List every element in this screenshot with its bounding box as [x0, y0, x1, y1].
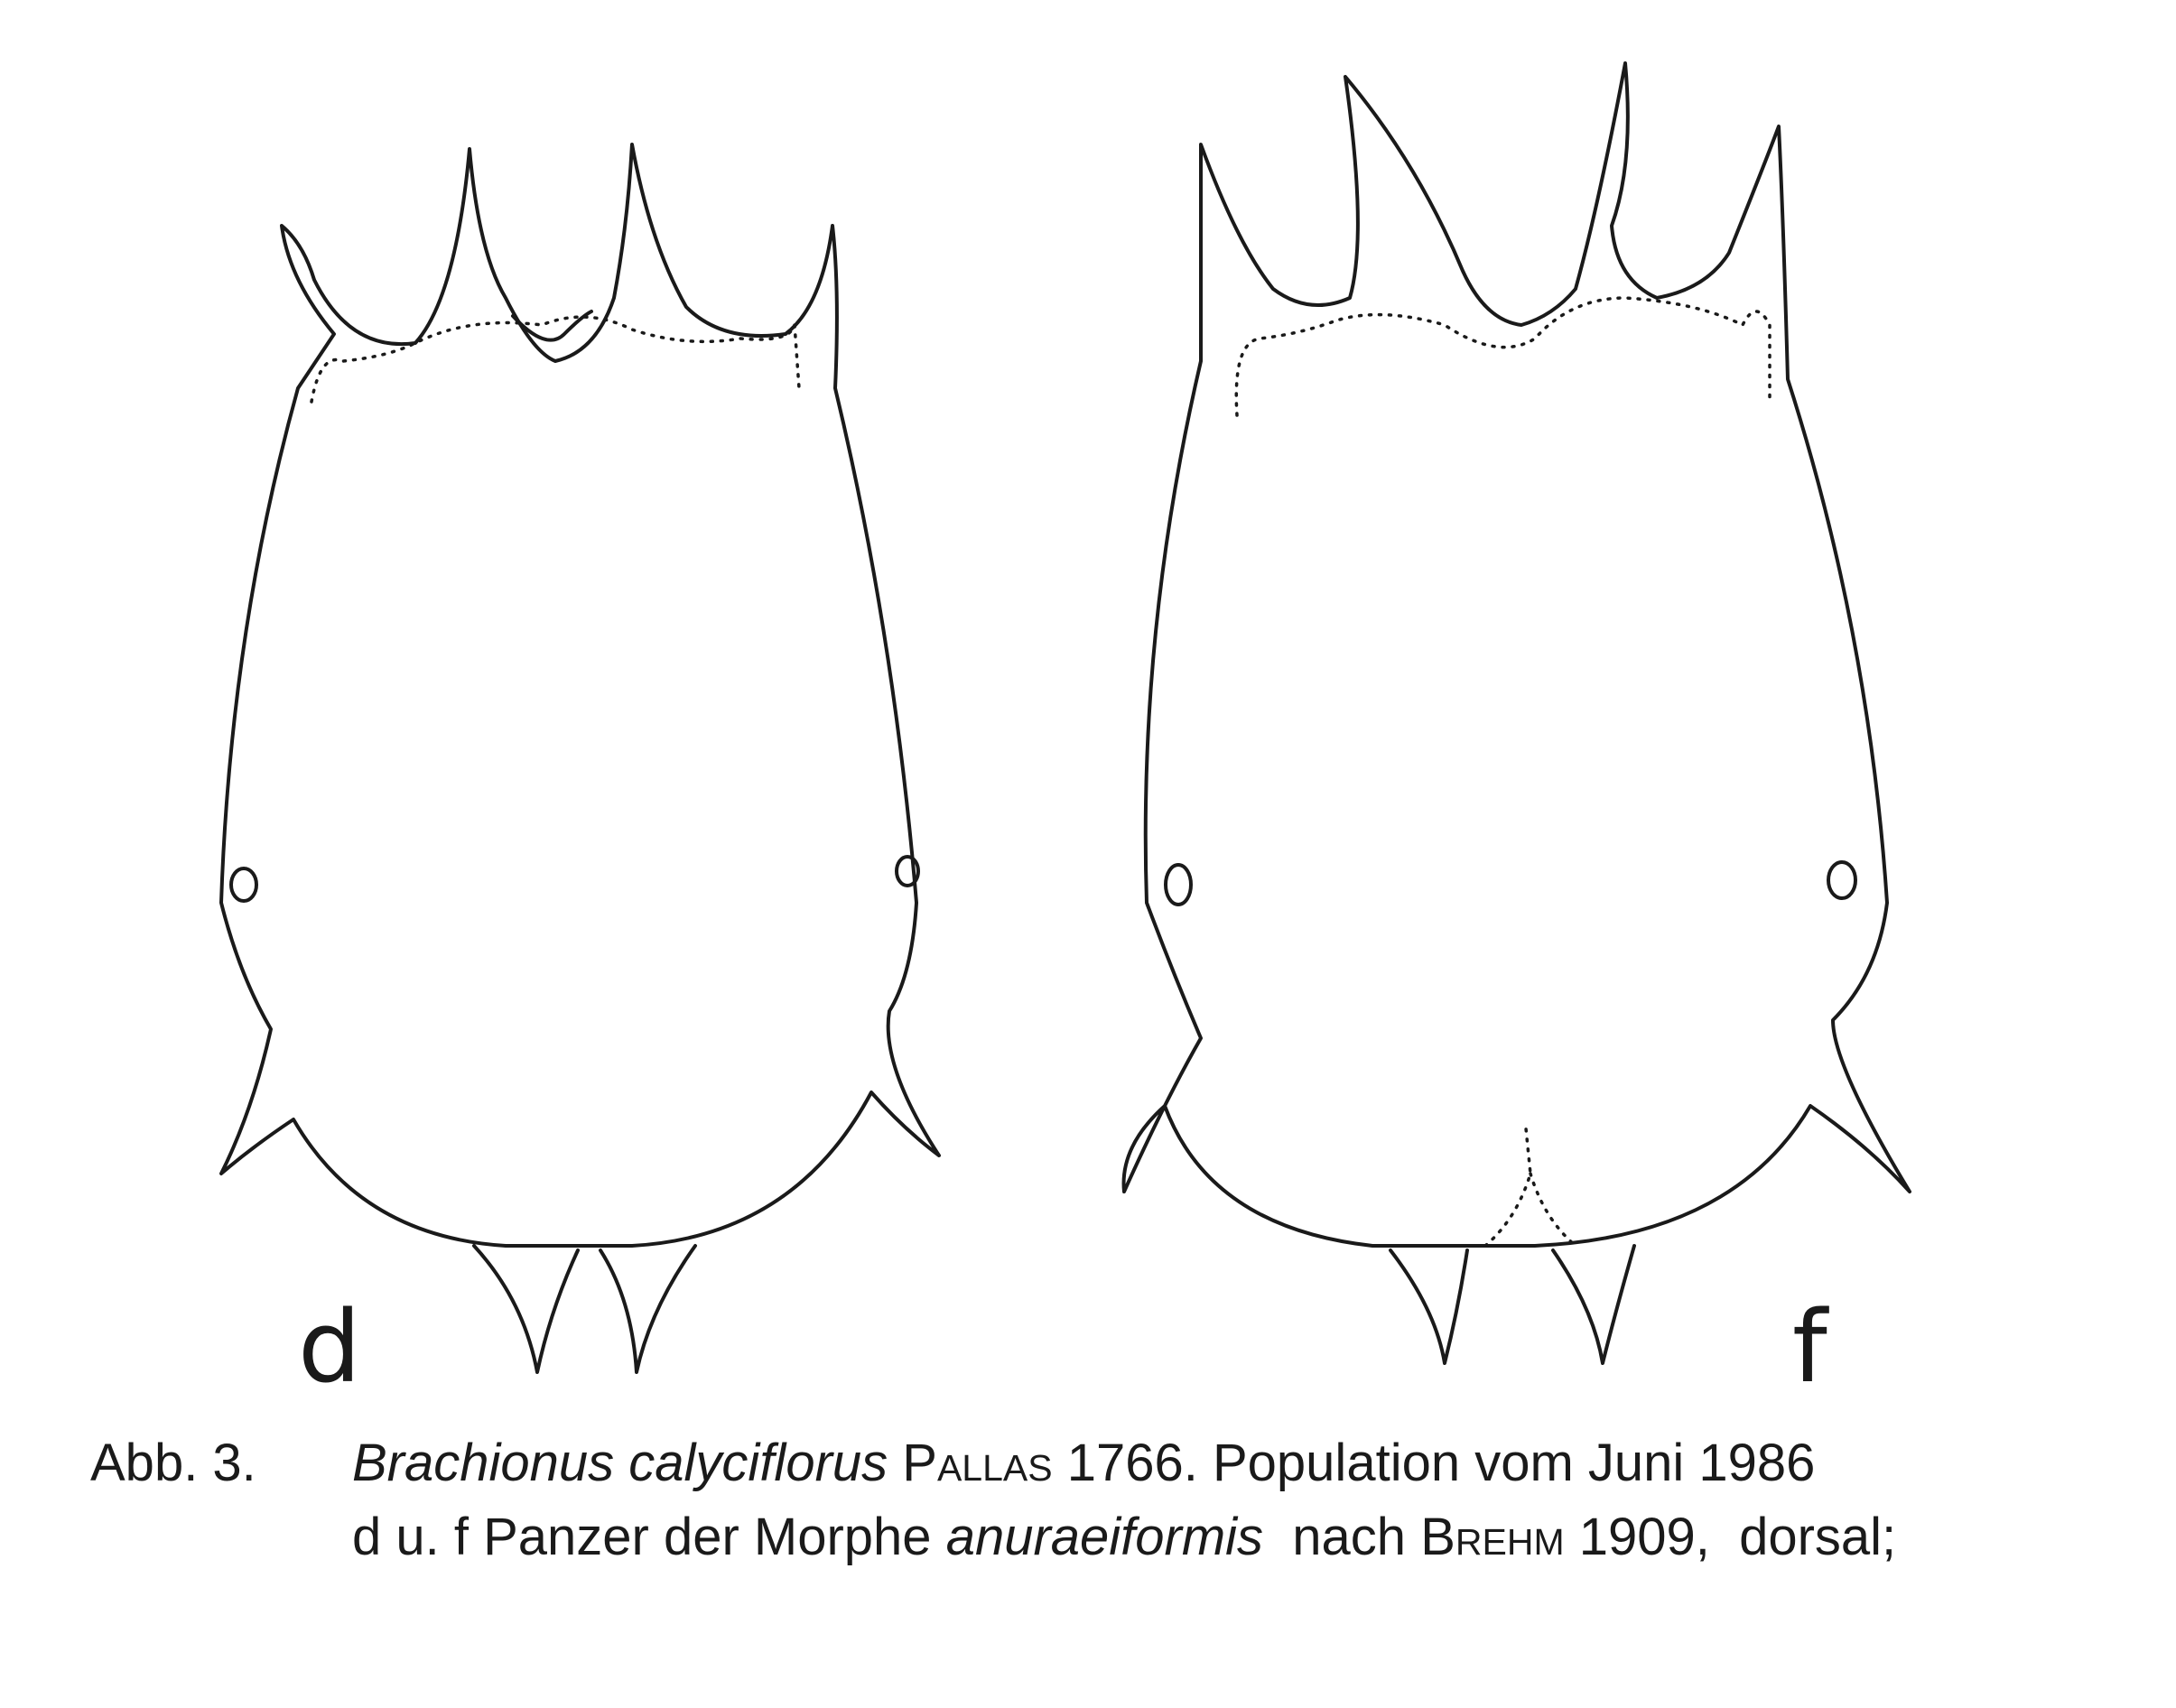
caption-label: Abb. 3.: [90, 1434, 256, 1492]
caption-author: Pallas: [902, 1434, 1053, 1492]
dotted-anterior-margin-f: [1236, 298, 1770, 415]
caption-species: Brachionus calyciflorus: [352, 1434, 888, 1492]
posterior-spine-right-d: [600, 1246, 695, 1372]
lorica-drawing-d: [221, 144, 939, 1405]
caption-line2-post: 1909, dorsal;: [1564, 1508, 1897, 1566]
lorica-outline-d: [221, 144, 939, 1246]
caption-line2-mid: nach: [1263, 1508, 1421, 1566]
lorica-drawing-f: [1124, 63, 1910, 1405]
caption-line1-rest: 1766. Population vom Juni 1986: [1052, 1434, 1816, 1492]
lateral-antenna-left-f: [1166, 865, 1191, 905]
median-notch-d: [513, 311, 591, 340]
lateral-antenna-left-d: [231, 868, 256, 901]
panel-letter-f: f: [1792, 1289, 1827, 1405]
figure-caption: [90, 1426, 2131, 1574]
caption-morph: anuraeiformis: [945, 1508, 1264, 1566]
caption-line2-pre: d u. f Panzer der Morphe: [352, 1508, 946, 1566]
posterior-spine-left-f: [1390, 1250, 1467, 1363]
caption-line-1: [90, 1426, 2131, 1500]
lateral-antenna-right-f: [1828, 862, 1855, 898]
posterior-spine-right-f: [1553, 1246, 1634, 1363]
caption-line-2: [90, 1500, 2131, 1574]
dotted-median-projection-f: [1485, 1128, 1576, 1246]
caption-ref-author: Brehm: [1420, 1508, 1565, 1566]
lorica-outline-f: [1124, 63, 1910, 1246]
posterior-spine-left-d: [474, 1246, 578, 1372]
panel-letter-d: d: [298, 1289, 361, 1405]
